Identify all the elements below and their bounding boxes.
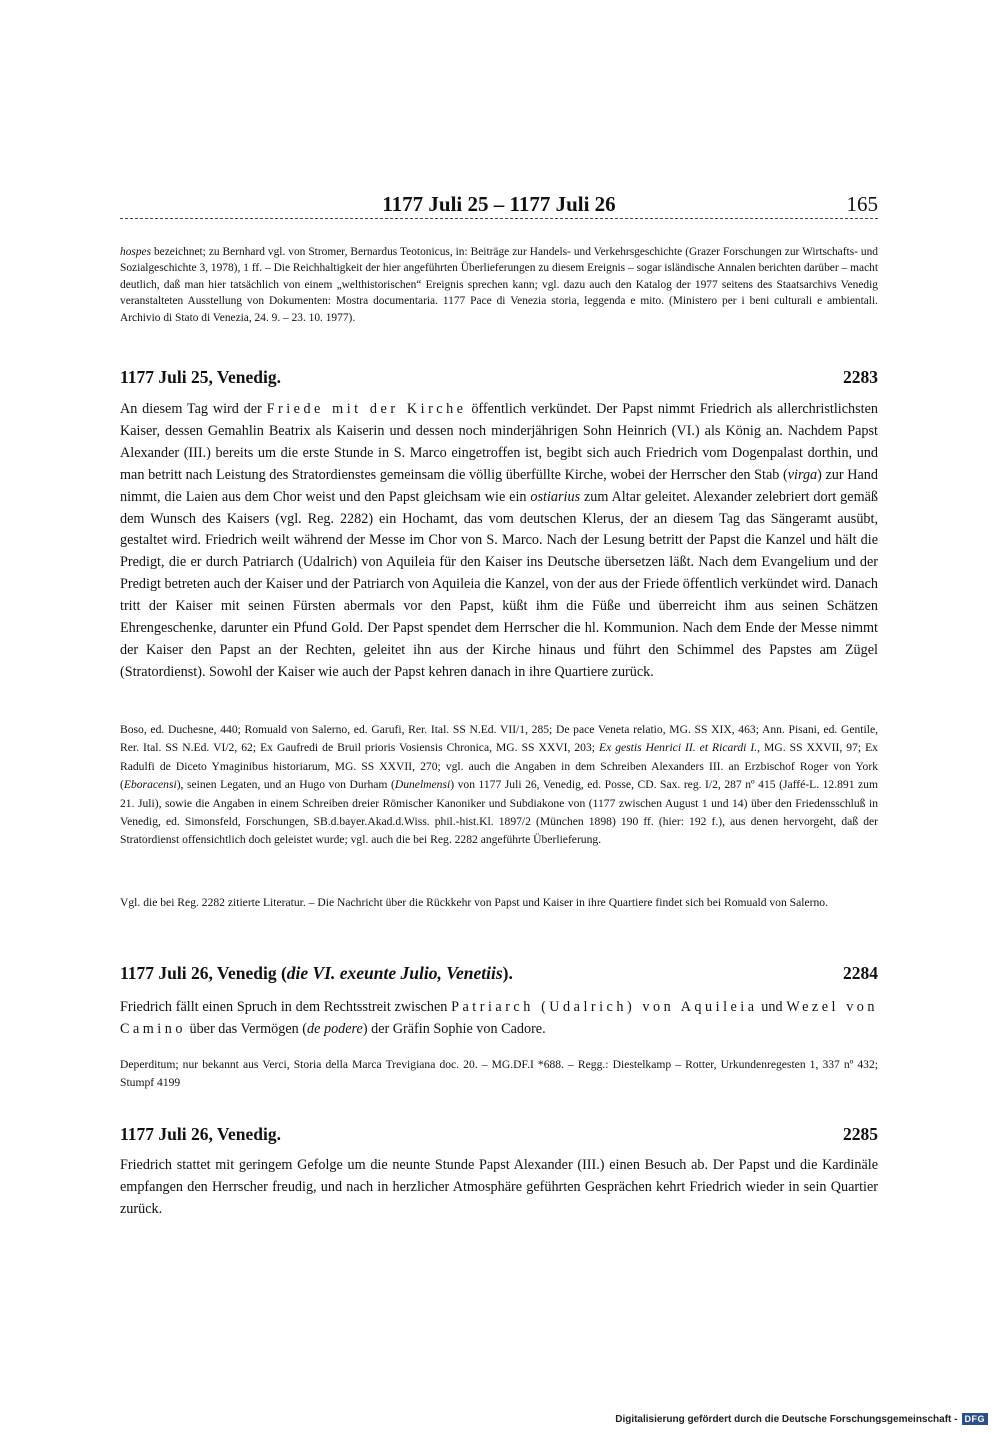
- italic-text: Eboracensi: [123, 778, 177, 792]
- running-title: 1177 Juli 25 – 1177 Juli 26: [382, 192, 616, 216]
- text-run: Friedrich fällt einen Spruch in dem Rechtsstreit zwischen: [120, 999, 452, 1015]
- spaced-text: Wezel von Camino: [120, 999, 878, 1037]
- italic-text: Dunelmensi: [394, 778, 451, 792]
- entry-2284-number: 2284: [843, 963, 878, 983]
- entry-2285-header: [120, 1124, 878, 1148]
- continued-footnote: [120, 244, 878, 326]
- entry-2285-number: 2285: [843, 1124, 878, 1144]
- entry-2283-literature: Vgl. die bei Reg. 2282 zitierte Literatur. – Die Nachricht über die Rückkehr von Papst und Kaiser in ihre Quartiere findet sich bei Romuald von Salerno.: [120, 896, 828, 909]
- spaced-text: Patriarch (Udalrich) von Aquileia: [451, 999, 758, 1015]
- credit-text: Digitalisierung gefördert durch die Deutsche Forschungsgemeinschaft -: [615, 1414, 958, 1425]
- note-text: bezeichnet; zu Bernhard vgl. von Stromer, Bernardus Teotonicus, in: Beiträge zur Handels- und Verkehrsgeschichte (Grazer Forschungen zur Wirtschafts- und Sozialgeschichte 3, 1978), 1 ff. – Die Reichhaltigkeit der hier angeführten Überlieferungen zu diesem Ereignis – sogar isländische Annalen berichten darüber – macht deutlich, daß man hier tatsächlich von einem „welthistorischen“ Ereignis sprechen kann; vgl. dazu auch den Katalog der 1977 seitens des Staatsarchivs Venedig veranstalteten Ausstellung von Dokumenten: Mostra documentaria. 1177 Pace di Venezia storia, leggenda e mito. (Ministero per i beni culturali e ambientali. Archivio di Stato di Venezia, 24. 9. – 23. 10. 1977).: [120, 246, 878, 324]
- entry-2283-text: [120, 399, 878, 684]
- heading-run: ).: [502, 963, 513, 983]
- dfg-logo: DFG: [962, 1413, 989, 1425]
- text-run: , MG. SS XXVII, 97; Ex Radulfi de Diceto Ymaginibus historiarum, MG. SS XXVII, 270; vgl. auch die Angaben in dem Schreiben Alexanders III. an Erzbischof Roger von York (: [120, 741, 878, 792]
- entry-2284-text: [120, 997, 878, 1041]
- entry-2284-sources: Deperditum; nur bekannt aus Verci, Storia della Marca Trevigiana doc. 20. – MG.DF.I *688. – Regg.: Diestelkamp – Rotter, Urkundenregesten 1, 337 nº 432; Stumpf 4199: [120, 1058, 878, 1090]
- text-run: Boso, ed. Duchesne, 440; Romuald von Salerno, ed. Garufi, Rer. Ital. SS N.Ed. VII/1, 285; De pace Veneta relatio, MG. SS XIX, 463; Ann. Pisani, ed. Gentile, Rer. Ital. SS N.Ed. VI/2, 62; Ex Gaufredi de Bruil prioris Vosiensis Chronica, MG. SS XXVI, 203;: [120, 723, 878, 755]
- text-run: und: [757, 999, 787, 1015]
- text-run: ) zur Hand nimmt, die Laien aus dem Chor weist und den Papst gleichsam wie ein: [120, 466, 878, 505]
- digitization-credit: [615, 1413, 988, 1425]
- heading-run: 1177 Juli 26, Venedig (: [120, 963, 287, 983]
- text-run: ) der Gräfin Sophie von Cadore.: [362, 1020, 546, 1037]
- text-run: über das Vermögen (: [185, 1020, 308, 1037]
- page-number: 165: [846, 192, 878, 216]
- entry-2285-text: Friedrich stattet mit geringem Gefolge um die neunte Stunde Papst Alexander (III.) einen Besuch ab. Der Papst und die Kardinäle empfangen den Herrscher freudig, und nach in herzlicher Atmosphäre geführten Gesprächen kehrt Friedrich wieder in sein Quartier zurück.: [120, 1157, 878, 1217]
- header-rule: [120, 218, 878, 219]
- heading-italic: die VI. exeunte Julio, Venetiis: [286, 963, 503, 983]
- spaced-text: Friede mit der Kirche: [266, 401, 467, 417]
- entry-2284-header: [120, 963, 878, 987]
- note-italic: hospes: [120, 246, 152, 258]
- text-run: An diesem Tag wird der: [120, 401, 267, 417]
- entry-2283-header: [120, 367, 878, 391]
- text-run: öffentlich verkündet. Der Papst nimmt Friedrich als allerchristlichsten Kaiser, dessen Gemahlin Beatrix als Kaiserin und dessen noch minderjährigen Sohn Heinrich (VI.) als König an. Nachdem Papst Alexander (III.) bereits um die erste Stunde in S. Marco eingetroffen ist, begibt sich auch Friedrich vom Dogenpalast dorthin, und man betritt nach Leistung des Stratordienstes gemeinsam die völlig überfüllte Kirche, wobei der Herrscher den Stab (: [120, 401, 878, 483]
- italic-text: Ex gestis Henrici II. et Ricardi I.: [598, 741, 758, 755]
- entry-2285-heading: 1177 Juli 26, Venedig.: [120, 1124, 281, 1144]
- italic-text: ostiarius: [530, 488, 581, 505]
- entry-2283-number: 2283: [843, 367, 878, 387]
- text-run: ), seinen Legaten, und an Hugo von Durham (: [176, 778, 395, 792]
- entry-2284-heading: [120, 963, 513, 984]
- running-head: [120, 192, 878, 222]
- text-run: zum Altar geleitet. Alexander zelebriert dort gemäß dem Wunsch des Kaisers (vgl. Reg. 2282) ein Hochamt, das vom deutschen Klerus, der an diesem Tag das Sängeramt ausübt, gestaltet wird. Friedrich weilt während der Messe im Chor von S. Marco. Nach der Lesung betritt der Papst die Kanzel und hält die Predigt, die er durch Patriarch (Udalrich) von Aquileia für den Kaiser ins Deutsche übersetzen läßt. Nach dem Evangelium und der Predigt betreten auch der Kaiser und der Patriarch von Aquileia die Kanzel, von der aus der Friede öffentlich verkündet wird. Danach tritt der Kaiser mit seinen Fürsten abermals vor den Papst, küßt ihm die Füße und überreicht ihm aus seinen Schätzen Ehrengeschenke, darunter ein Pfund Gold. Der Papst spendet dem Herrscher die hl. Kommunion. Nach dem Ende der Messe nimmt der Kaiser den Papst an der Rechten, geleitet ihn aus der Kirche hinaus und führt den Schimmel des Papstes am Zügel (Stratordienst). Sowohl der Kaiser wie auch der Papst kehren danach in ihre Quartiere zurück.: [120, 488, 879, 680]
- entry-2283-sources: [120, 721, 878, 850]
- entry-2283-heading: 1177 Juli 25, Venedig.: [120, 367, 281, 387]
- italic-text: de podere: [307, 1020, 363, 1037]
- text-run: ) von 1177 Juli 26, Venedig, ed. Posse, CD. Sax. reg. I/2, 287 nº 415 (Jaffé-L. 12.891 zum 21. Juli), sowie die Angaben in einem Schreiben dreier Römischer Kanoniker und Subdiakone von (1177 zwischen August 1 und 14) über den Friedensschluß in Venedig, ed. Simonsfeld, Forschungen, SB.d.bayer.Akad.d.Wiss. phil.-hist.Kl. 1897/2 (München 1898) 190 ff. (hier: 192 f.), aus denen hervorgeht, daß der Stratordienst offensichtlich doch geleistet wurde; vgl. auch die bei Reg. 2282 angeführte Überlieferung.: [120, 778, 878, 847]
- italic-text: virga: [787, 466, 818, 483]
